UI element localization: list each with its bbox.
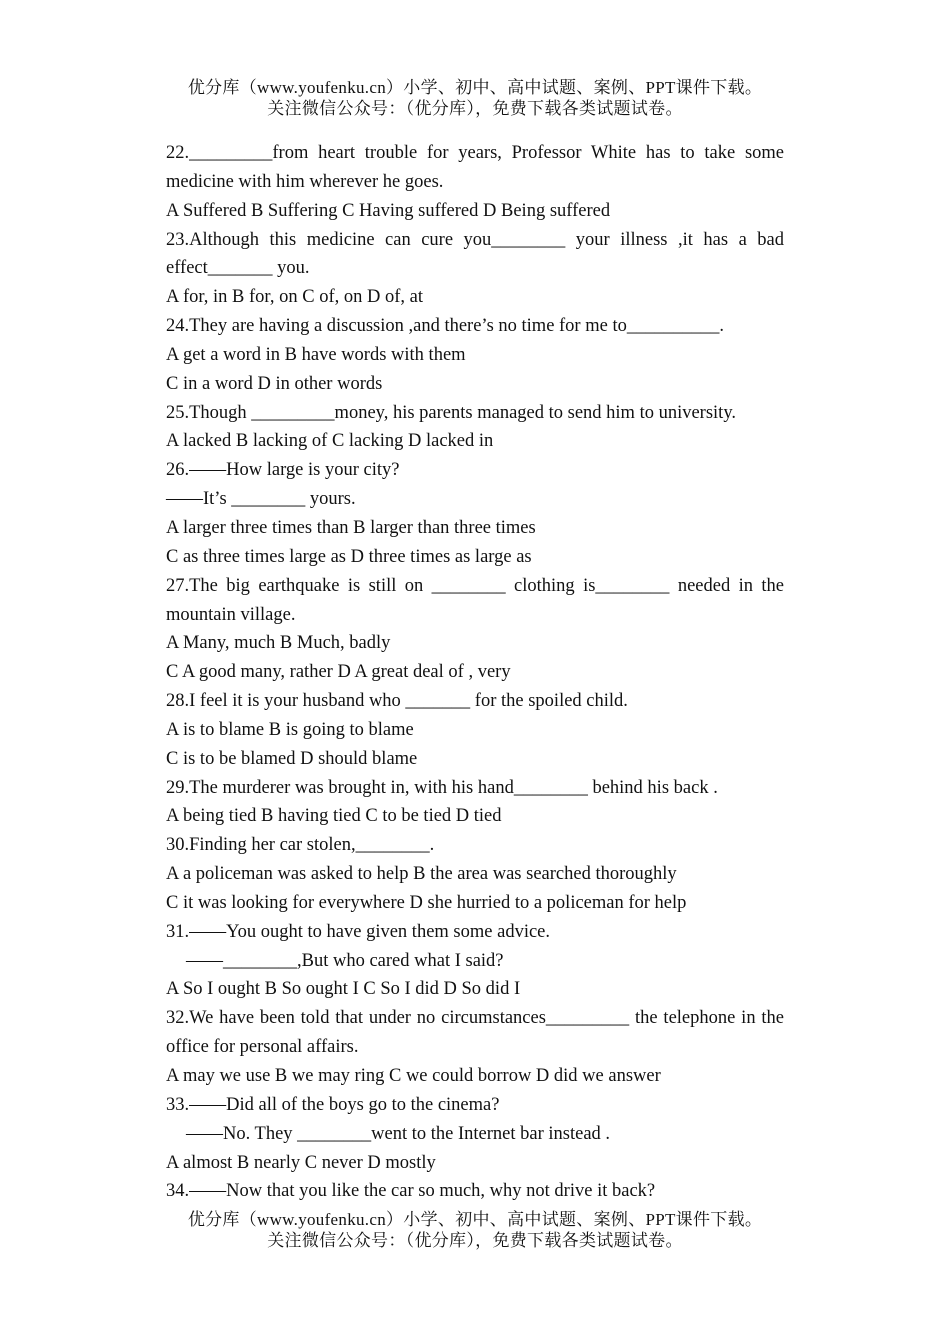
options-28-cd: C is to be blamed D should blame: [166, 748, 418, 769]
question-26-reply: ——It’s ________ yours.: [166, 489, 356, 510]
footer-line-1: 优分库（www.youfenku.cn）小学、初中、高中试题、案例、PPT课件下载。: [187, 1210, 763, 1229]
options-27-cd: C A good many, rather D A great deal of , very: [166, 662, 511, 683]
question-29: 29.The murderer was brought in, with his hand________ behind his back .: [166, 777, 718, 798]
question-31-reply: ——________,But who cared what I said?: [186, 950, 504, 971]
options-32: A may we use B we may ring C we could borrow D did we answer: [166, 1066, 661, 1086]
question-list: [166, 139, 784, 1206]
header-line-1: 优分库（www.youfenku.cn）小学、初中、高中试题、案例、PPT课件下载。: [187, 78, 763, 97]
options-27-ab: A Many, much B Much, badly: [166, 633, 391, 654]
page-footer: [0, 1209, 950, 1251]
options-31: A So I ought B So ought I C So I did D So did I: [166, 979, 521, 1000]
question-25: 25.Though _________money, his parents managed to send him to university.: [166, 402, 736, 423]
options-29: A being tied B having tied C to be tied D tied: [166, 806, 502, 827]
question-34: 34.——Now that you like the car so much, why not drive it back?: [166, 1181, 656, 1202]
question-28: 28.I feel it is your husband who _______ for the spoiled child.: [166, 691, 628, 712]
question-33: 33.——Did all of the boys go to the cinema?: [166, 1094, 500, 1115]
options-26-cd: C as three times large as D three times as large as: [166, 546, 532, 567]
question-23: 23.Although this medicine can cure you________ your illness ,it has a bad effect_______ you.: [166, 229, 784, 279]
question-27: 27.The big earthquake is still on ________ clothing is________ needed in the mountain village.: [166, 575, 784, 625]
question-26: 26.——How large is your city?: [166, 460, 400, 481]
options-28-ab: A is to blame B is going to blame: [166, 719, 414, 740]
options-24-ab: A get a word in B have words with them: [166, 344, 466, 365]
question-22: 22._________from heart trouble for years, Professor White has to take some medicine with him wherever he goes.: [166, 143, 784, 192]
options-22: A Suffered B Suffering C Having suffered D Being suffered: [166, 200, 611, 221]
header-line-2: 关注微信公众号：（优分库），免费下载各类试题试卷。: [267, 99, 683, 118]
options-25: A lacked B lacking of C lacking D lacked in: [166, 431, 494, 452]
question-30: 30.Finding her car stolen,________.: [166, 835, 435, 856]
options-30-cd: C it was looking for everywhere D she hurried to a policeman for help: [166, 892, 687, 913]
options-30-ab: A a policeman was asked to help B the area was searched thoroughly: [166, 864, 677, 885]
question-33-reply: ——No. They ________went to the Internet bar instead .: [186, 1123, 611, 1144]
options-33: A almost B nearly C never D mostly: [166, 1152, 436, 1173]
question-32: 32.We have been told that under no circumstances_________ the telephone in the office for personal affairs.: [166, 1008, 784, 1058]
footer-line-2: 关注微信公众号：（优分库），免费下载各类试题试卷。: [267, 1231, 683, 1250]
page-header: [0, 77, 950, 119]
options-24-cd: C in a word D in other words: [166, 373, 383, 394]
options-23: A for, in B for, on C of, on D of, at: [166, 287, 423, 308]
options-26-ab: A larger three times than B larger than three times: [166, 517, 536, 538]
question-31: 31.——You ought to have given them some advice.: [166, 921, 551, 942]
question-24: 24.They are having a discussion ,and there’s no time for me to__________.: [166, 316, 724, 337]
